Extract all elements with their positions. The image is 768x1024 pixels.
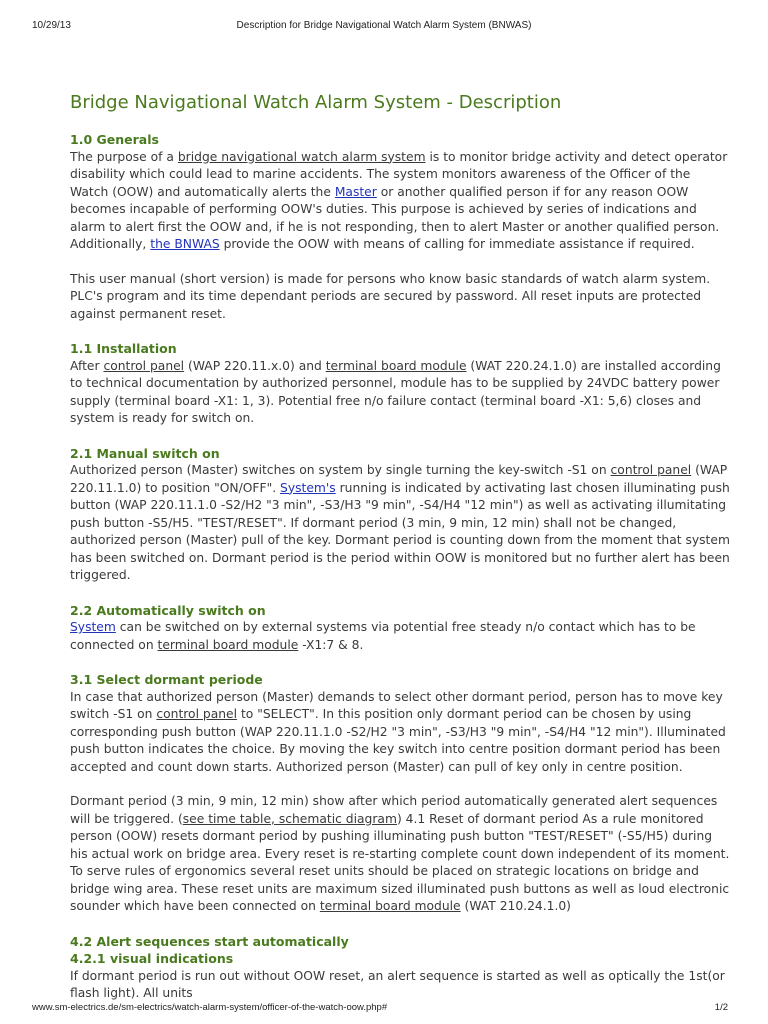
paragraph	[70, 793, 730, 916]
term-terminal-board-module: terminal board module	[325, 358, 467, 373]
print-page-title: Description for Bridge Navigational Watch Alarm System (BNWAS)	[236, 20, 532, 31]
text-run: (WAT 220.24.1.0) are installed according to technical documentation by authorized personnel, module has to be supplied by 24VDC battery power supply (terminal board -X1: 1, 3). Potential free n/o failure contact (terminal board -X1: 5,6) closes and system is ready for switch on.	[70, 358, 721, 425]
text-run: (WAP 220.11.1.0) to position "ON/OFF".	[70, 463, 728, 495]
page-title: Bridge Navigational Watch Alarm System - Description	[70, 92, 562, 113]
text-run: can be switched on by external systems via potential free steady n/o contact which has to be connected on	[70, 620, 696, 652]
section-heading: 2.1 Manual switch on	[70, 445, 220, 461]
term-time-table: see time table, schematic diagram	[182, 811, 397, 826]
term-control-panel: control panel	[103, 358, 185, 373]
section-heading: 1.0 Generals	[70, 132, 159, 147]
cut-off-line	[70, 968, 730, 1000]
text-run: -X1:7 & 8.	[298, 637, 364, 652]
text-run: to "SELECT". In this position only dormant period can be chosen by using corresponding push button (WAP 220.11.1.0 -S2/H2 "3 min", -S3/H3 "9 min", -S4/H4 "12 min"). Illuminated push button indicates the choice. By moving the key switch into centre position dormant period has been accepted and count down starts. Authorized person (Master) can pull of key only in centre position.	[70, 707, 726, 774]
link-systems[interactable]: System's	[280, 480, 336, 495]
section-heading: 2.2 Automatically switch on	[70, 602, 266, 618]
section-installation	[70, 340, 730, 428]
link-master[interactable]: Master	[334, 184, 377, 199]
text-run: is to monitor bridge activity and detect operator disability which could lead to marine accidents. The system monitors awareness of the Officer of the Watch (OOW) and automatically alerts the	[70, 149, 728, 199]
text-run: ) 4.1 Reset of dormant period As a rule monitored person (OOW) resets dormant period by pushing illuminating push button "TEST/RESET" (-S5/H5) during his actual work on bridge area. Every reset is re-starting complete count down independent of its moment. To serve rules of ergonomics several reset units should be placed on strategic locations on bridge and bridge wing area. These reset units are maximum sized illuminated push buttons as well as loud electronic sounder which have been connected on	[70, 811, 730, 913]
term-bnwas: bridge navigational watch alarm system	[177, 149, 426, 164]
text-run: or another qualified person if for any reason OOW becomes incapable of performing OOW's duties. This purpose is achieved by series of indications and alarm to alert first the OOW and, if he is not responding, then to alert Master or another qualified person. Additionally,	[70, 184, 720, 251]
paragraph: This user manual (short version) is made for persons who know basic standards of watch alarm system. PLC's program and its time dependant periods are secured by password. All reset inputs are protected against permanent reset.	[70, 271, 711, 321]
text-run: After	[70, 358, 104, 373]
page-number: 1/2	[714, 1002, 728, 1013]
term-terminal-board-module: terminal board module	[319, 899, 461, 913]
section-alert-sequences	[70, 933, 730, 1000]
text-run: (WAP 220.11.x.0) and	[184, 358, 326, 373]
section-automatic-switch-on	[70, 602, 730, 655]
paragraph	[70, 619, 730, 654]
text-run: In case that authorized person (Master) demands to select other dormant period, person has to move key switch -S1 on	[70, 689, 723, 721]
term-control-panel: control panel	[610, 463, 692, 477]
paragraph	[70, 358, 730, 428]
subsection-heading: 4.2.1 visual indications	[70, 951, 234, 966]
section-heading: 3.1 Select dormant periode	[70, 672, 263, 687]
link-the-bnwas[interactable]: the BNWAS	[150, 237, 220, 251]
text-run: Dormant period (3 min, 9 min, 12 min) show after which period automatically generated alert sequences will be triggered. (	[70, 794, 718, 826]
section-heading: 1.1 Installation	[70, 341, 177, 356]
article	[70, 92, 730, 1000]
section-generals	[70, 131, 730, 323]
paragraph	[70, 462, 730, 585]
print-date: 10/29/13	[32, 20, 71, 31]
print-header	[32, 20, 736, 34]
text-run: The purpose of a	[70, 149, 178, 164]
paragraph: If dormant period is run out without OOW reset, an alert sequence is started as well as optically the 1st(or flash light). All units	[70, 968, 725, 1000]
section-select-dormant-periode	[70, 671, 730, 916]
paragraph	[70, 689, 730, 777]
text-run: (WAT 210.24.1.0)	[460, 899, 571, 913]
term-terminal-board-module: terminal board module	[157, 637, 299, 652]
link-system[interactable]: System	[70, 620, 116, 634]
section-heading: 4.2 Alert sequences start automatically	[70, 933, 349, 949]
print-footer	[32, 1002, 728, 1016]
text-run: provide the OOW with means of calling for immediate assistance if required.	[219, 237, 695, 251]
section-manual-switch-on	[70, 445, 730, 585]
paragraph	[70, 149, 730, 254]
term-control-panel: control panel	[156, 707, 238, 721]
text-run: Authorized person (Master) switches on system by single turning the key-switch -S1 on	[70, 463, 611, 477]
text-run: running is indicated by activating last chosen illuminating push button (WAP 220.11.1.0 -S2/H2 "3 min", -S3/H3 "9 min", -S4/H4 "12 min") as well as activating illumitating push button -S5/H5. "TEST/RESET". If dormant period (3 min, 9 min, 12 min) shall not be changed, authorized person (Master) pull of the key. Dormant period is counting down from the moment that system has been switched on. Dormant period is the period within OOW is monitored but no further alert has been triggered.	[70, 480, 730, 582]
print-url: www.sm-electrics.de/sm-electrics/watch-alarm-system/officer-of-the-watch-oow.php#	[32, 1002, 388, 1013]
